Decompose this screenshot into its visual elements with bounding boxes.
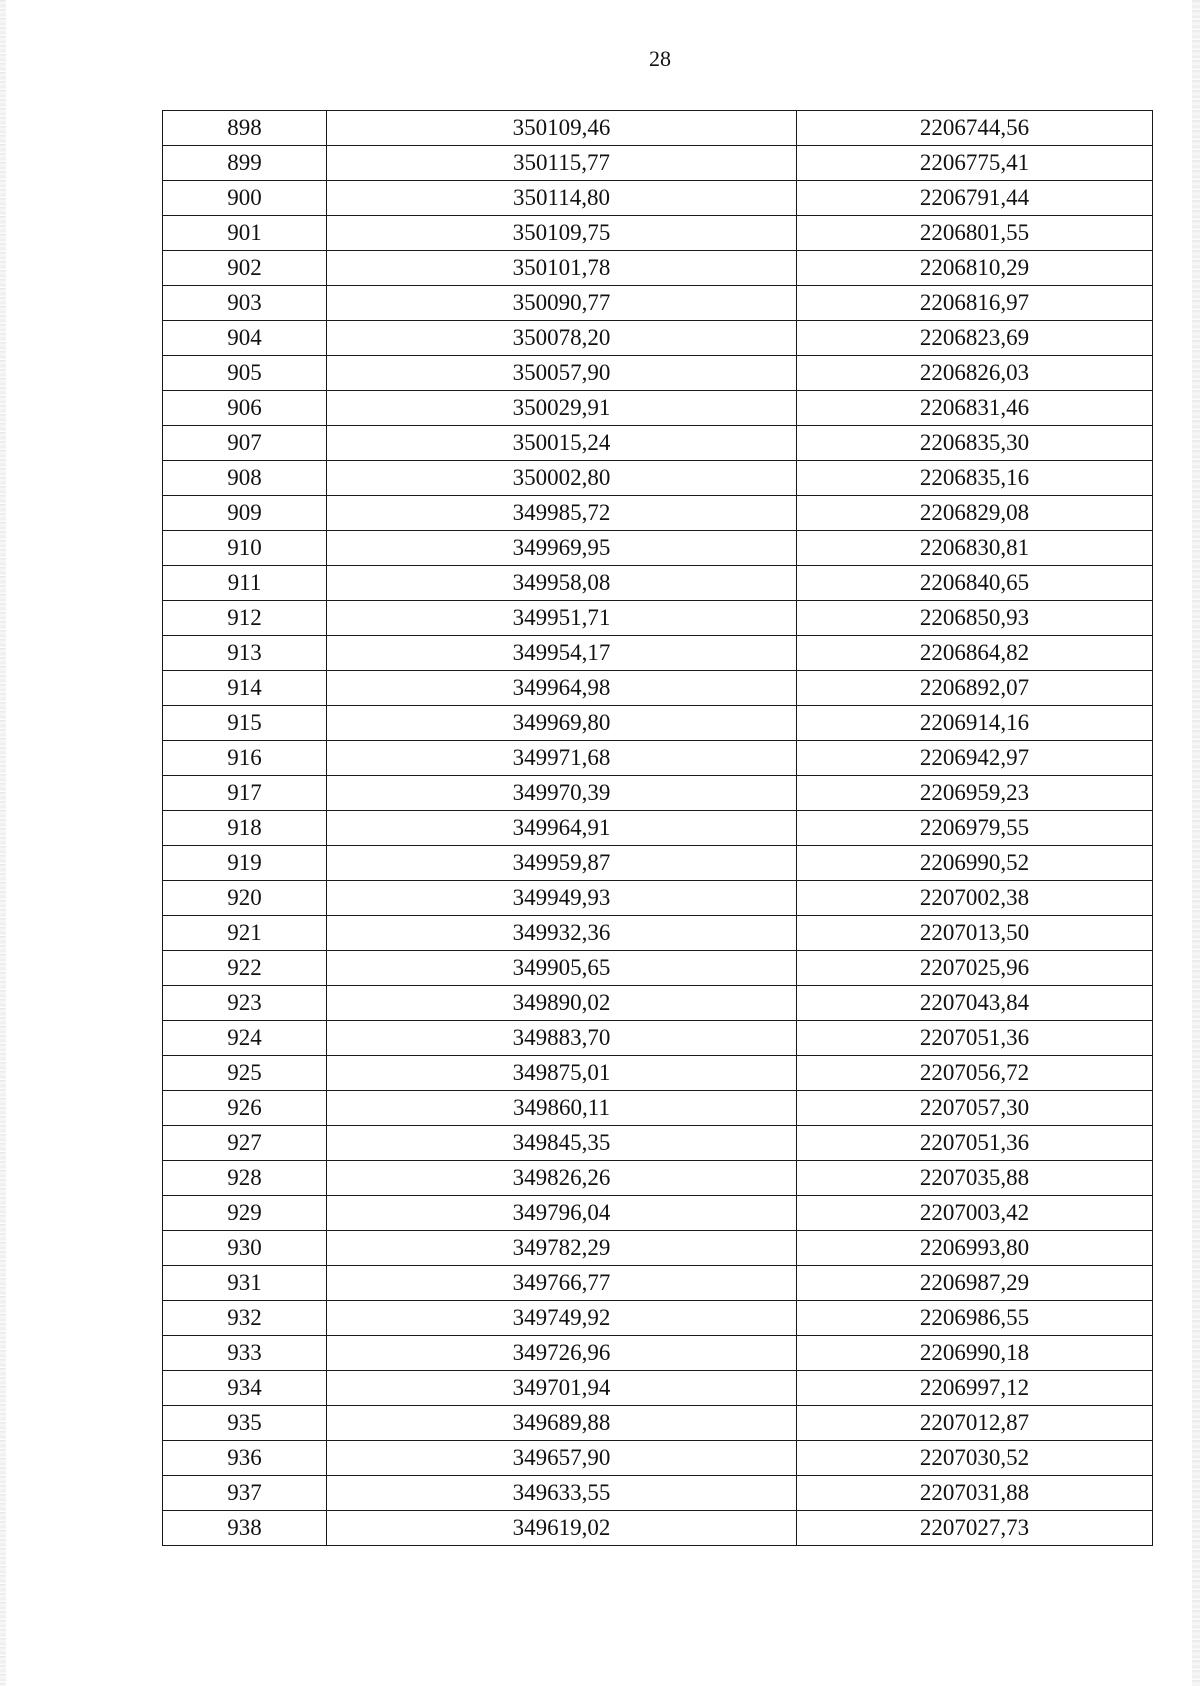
y-coordinate-cell: 2206791,44 [797,181,1153,216]
table-row [163,951,1153,986]
x-coordinate-cell: 349826,26 [327,1161,797,1196]
point-number-cell: 916 [163,741,327,776]
y-coordinate-cell: 2207002,38 [797,881,1153,916]
point-number-cell: 937 [163,1476,327,1511]
point-number-cell: 917 [163,776,327,811]
y-coordinate-cell: 2206840,65 [797,566,1153,601]
x-coordinate-cell: 349875,01 [327,1056,797,1091]
x-coordinate-cell: 349964,98 [327,671,797,706]
point-number-cell: 911 [163,566,327,601]
x-coordinate-cell: 349619,02 [327,1511,797,1546]
y-coordinate-cell: 2206850,93 [797,601,1153,636]
y-coordinate-cell: 2207035,88 [797,1161,1153,1196]
point-number-cell: 925 [163,1056,327,1091]
point-number-cell: 900 [163,181,327,216]
table-row [163,986,1153,1021]
table-row [163,1231,1153,1266]
y-coordinate-cell: 2206810,29 [797,251,1153,286]
x-coordinate-cell: 349701,94 [327,1371,797,1406]
point-number-cell: 922 [163,951,327,986]
table-row [163,1056,1153,1091]
table-row [163,146,1153,181]
x-coordinate-cell: 349782,29 [327,1231,797,1266]
point-number-cell: 931 [163,1266,327,1301]
x-coordinate-cell: 350109,46 [327,111,797,146]
table-row [163,251,1153,286]
table-row [163,216,1153,251]
point-number-cell: 905 [163,356,327,391]
point-number-cell: 910 [163,531,327,566]
y-coordinate-cell: 2207056,72 [797,1056,1153,1091]
y-coordinate-cell: 2207013,50 [797,916,1153,951]
y-coordinate-cell: 2207057,30 [797,1091,1153,1126]
coordinates-table [162,110,1153,1546]
x-coordinate-cell: 350015,24 [327,426,797,461]
point-number-cell: 936 [163,1441,327,1476]
y-coordinate-cell: 2206987,29 [797,1266,1153,1301]
table-row [163,531,1153,566]
y-coordinate-cell: 2206830,81 [797,531,1153,566]
y-coordinate-cell: 2207051,36 [797,1021,1153,1056]
point-number-cell: 919 [163,846,327,881]
point-number-cell: 904 [163,321,327,356]
x-coordinate-cell: 350029,91 [327,391,797,426]
y-coordinate-cell: 2206829,08 [797,496,1153,531]
x-coordinate-cell: 349883,70 [327,1021,797,1056]
table-row [163,1336,1153,1371]
x-coordinate-cell: 349845,35 [327,1126,797,1161]
table-row [163,391,1153,426]
table-row [163,181,1153,216]
y-coordinate-cell: 2206775,41 [797,146,1153,181]
point-number-cell: 927 [163,1126,327,1161]
table-row [163,601,1153,636]
scan-edge-left [0,0,6,1686]
table-row [163,1406,1153,1441]
y-coordinate-cell: 2206979,55 [797,811,1153,846]
x-coordinate-cell: 349726,96 [327,1336,797,1371]
x-coordinate-cell: 349969,80 [327,706,797,741]
x-coordinate-cell: 349860,11 [327,1091,797,1126]
table-row [163,566,1153,601]
table-row [163,1301,1153,1336]
point-number-cell: 929 [163,1196,327,1231]
x-coordinate-cell: 350002,80 [327,461,797,496]
table-row [163,1161,1153,1196]
table-row [163,461,1153,496]
x-coordinate-cell: 349949,93 [327,881,797,916]
x-coordinate-cell: 349951,71 [327,601,797,636]
y-coordinate-cell: 2206823,69 [797,321,1153,356]
x-coordinate-cell: 349971,68 [327,741,797,776]
y-coordinate-cell: 2207003,42 [797,1196,1153,1231]
y-coordinate-cell: 2206914,16 [797,706,1153,741]
table-row [163,1091,1153,1126]
x-coordinate-cell: 350109,75 [327,216,797,251]
table-row [163,1196,1153,1231]
x-coordinate-cell: 349633,55 [327,1476,797,1511]
table-row [163,111,1153,146]
point-number-cell: 920 [163,881,327,916]
y-coordinate-cell: 2206864,82 [797,636,1153,671]
table-row [163,286,1153,321]
table-row [163,321,1153,356]
table-row [163,496,1153,531]
y-coordinate-cell: 2206997,12 [797,1371,1153,1406]
x-coordinate-cell: 350101,78 [327,251,797,286]
y-coordinate-cell: 2207030,52 [797,1441,1153,1476]
x-coordinate-cell: 350114,80 [327,181,797,216]
y-coordinate-cell: 2206831,46 [797,391,1153,426]
x-coordinate-cell: 350057,90 [327,356,797,391]
table-row [163,881,1153,916]
y-coordinate-cell: 2207031,88 [797,1476,1153,1511]
point-number-cell: 930 [163,1231,327,1266]
x-coordinate-cell: 349932,36 [327,916,797,951]
x-coordinate-cell: 349985,72 [327,496,797,531]
x-coordinate-cell: 349954,17 [327,636,797,671]
point-number-cell: 902 [163,251,327,286]
y-coordinate-cell: 2206959,23 [797,776,1153,811]
x-coordinate-cell: 350078,20 [327,321,797,356]
y-coordinate-cell: 2206990,18 [797,1336,1153,1371]
x-coordinate-cell: 349796,04 [327,1196,797,1231]
x-coordinate-cell: 350115,77 [327,146,797,181]
point-number-cell: 898 [163,111,327,146]
y-coordinate-cell: 2206990,52 [797,846,1153,881]
table-row [163,1266,1153,1301]
table-row [163,811,1153,846]
y-coordinate-cell: 2206744,56 [797,111,1153,146]
table-row [163,1511,1153,1546]
point-number-cell: 907 [163,426,327,461]
point-number-cell: 912 [163,601,327,636]
table-row [163,426,1153,461]
point-number-cell: 933 [163,1336,327,1371]
x-coordinate-cell: 349766,77 [327,1266,797,1301]
point-number-cell: 935 [163,1406,327,1441]
table-row [163,776,1153,811]
table-row [163,1476,1153,1511]
table-row [163,706,1153,741]
scan-edge-right [1192,0,1200,1686]
y-coordinate-cell: 2206826,03 [797,356,1153,391]
x-coordinate-cell: 349964,91 [327,811,797,846]
x-coordinate-cell: 349959,87 [327,846,797,881]
y-coordinate-cell: 2206986,55 [797,1301,1153,1336]
point-number-cell: 906 [163,391,327,426]
point-number-cell: 908 [163,461,327,496]
table-row [163,1126,1153,1161]
table-row [163,636,1153,671]
table-row [163,671,1153,706]
point-number-cell: 921 [163,916,327,951]
table-row [163,1371,1153,1406]
point-number-cell: 928 [163,1161,327,1196]
x-coordinate-cell: 349689,88 [327,1406,797,1441]
point-number-cell: 909 [163,496,327,531]
page-number: 28 [649,46,671,71]
point-number-cell: 918 [163,811,327,846]
x-coordinate-cell: 349890,02 [327,986,797,1021]
y-coordinate-cell: 2206993,80 [797,1231,1153,1266]
point-number-cell: 903 [163,286,327,321]
coordinates-table-body [163,111,1153,1546]
point-number-cell: 913 [163,636,327,671]
y-coordinate-cell: 2207051,36 [797,1126,1153,1161]
point-number-cell: 915 [163,706,327,741]
table-row [163,741,1153,776]
y-coordinate-cell: 2206892,07 [797,671,1153,706]
point-number-cell: 934 [163,1371,327,1406]
x-coordinate-cell: 349905,65 [327,951,797,986]
point-number-cell: 926 [163,1091,327,1126]
table-row [163,1441,1153,1476]
x-coordinate-cell: 349969,95 [327,531,797,566]
y-coordinate-cell: 2206835,30 [797,426,1153,461]
y-coordinate-cell: 2207027,73 [797,1511,1153,1546]
table-row [163,356,1153,391]
y-coordinate-cell: 2206801,55 [797,216,1153,251]
point-number-cell: 932 [163,1301,327,1336]
point-number-cell: 899 [163,146,327,181]
point-number-cell: 914 [163,671,327,706]
point-number-cell: 923 [163,986,327,1021]
table-row [163,1021,1153,1056]
y-coordinate-cell: 2206942,97 [797,741,1153,776]
point-number-cell: 938 [163,1511,327,1546]
table-row [163,846,1153,881]
y-coordinate-cell: 2207012,87 [797,1406,1153,1441]
x-coordinate-cell: 349749,92 [327,1301,797,1336]
y-coordinate-cell: 2206816,97 [797,286,1153,321]
x-coordinate-cell: 349970,39 [327,776,797,811]
x-coordinate-cell: 349657,90 [327,1441,797,1476]
point-number-cell: 901 [163,216,327,251]
x-coordinate-cell: 350090,77 [327,286,797,321]
y-coordinate-cell: 2207025,96 [797,951,1153,986]
y-coordinate-cell: 2207043,84 [797,986,1153,1021]
point-number-cell: 924 [163,1021,327,1056]
y-coordinate-cell: 2206835,16 [797,461,1153,496]
x-coordinate-cell: 349958,08 [327,566,797,601]
table-row [163,916,1153,951]
